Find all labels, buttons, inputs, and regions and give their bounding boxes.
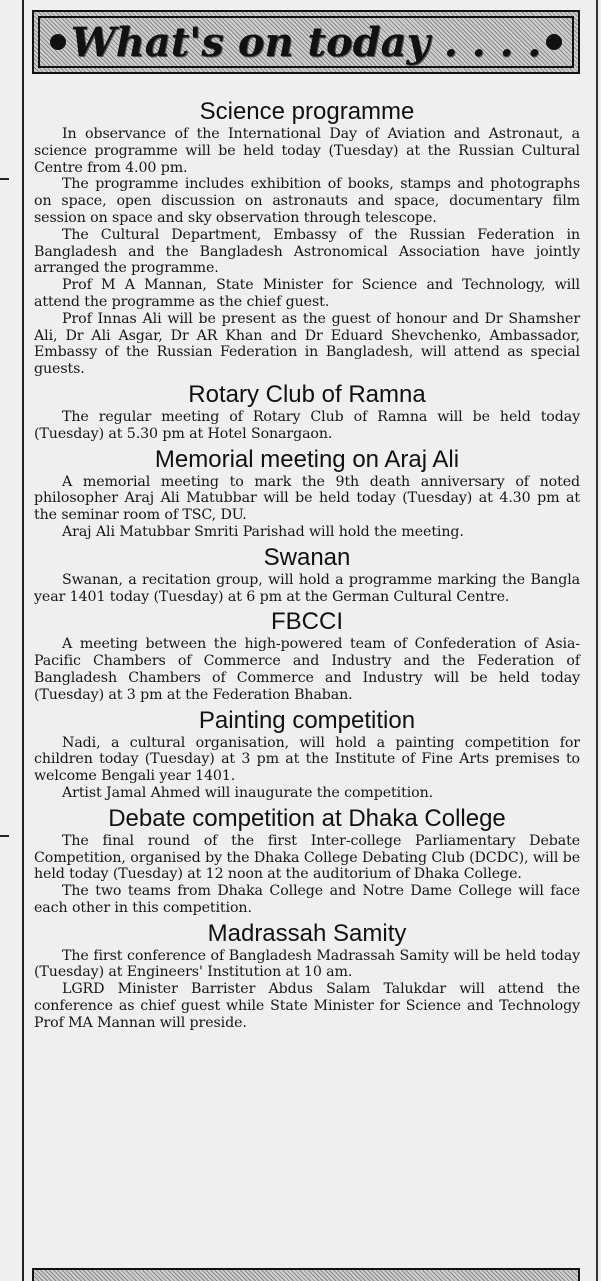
- bullet-dot-icon: [50, 34, 66, 50]
- listing-paragraph: In observance of the International Day of Aviation and Astronaut, a science programme will be held today (Tuesday) at the Russian Cultural Centre from 4.00 pm.: [34, 126, 580, 176]
- listings: [34, 98, 580, 1035]
- listing-heading: Science programme: [199, 98, 415, 125]
- listing-item: [34, 544, 580, 606]
- footer-banner-strip: [32, 1268, 580, 1281]
- listing-paragraph: Prof M A Mannan, State Minister for Science and Technology, will attend the programme as the chief guest.: [34, 277, 580, 310]
- page-title: What's on today . . . .: [70, 18, 542, 66]
- listing-heading: Debate competition at Dhaka College: [108, 804, 506, 832]
- header-banner-inner: [38, 16, 574, 68]
- margin-tick: [0, 178, 9, 180]
- listing-paragraph: Artist Jamal Ahmed will inaugurate the competition.: [62, 784, 434, 801]
- listing-heading: Rotary Club of Ramna: [188, 380, 426, 408]
- listing-paragraph: The two teams from Dhaka College and Notre Dame College will face each other in this competition.: [34, 883, 580, 916]
- listing-item: [34, 98, 580, 378]
- listing-paragraph: Swanan, a recitation group, will hold a programme marking the Bangla year 1401 today (Tuesday) at 6 pm at the German Cultural Centre.: [34, 571, 580, 605]
- listing-paragraph: Nadi, a cultural organisation, will hold a painting competition for children today (Tuesday) at 3 pm at the Institute of Fine Arts premises to welcome Bengali year 1401.: [34, 734, 580, 785]
- header-banner: [32, 10, 580, 74]
- listing-item: [34, 707, 580, 802]
- listing-paragraph: The Cultural Department, Embassy of the Russian Federation in Bangladesh and the Bangladesh Astronomical Association have jointly arranged the programme.: [34, 226, 580, 277]
- listing-paragraph: Prof Innas Ali will be present as the guest of honour and Dr Shamsher Ali, Dr Ali Asgar, Dr AR Khan and Dr Eduard Shevchenko, Ambassador, Embassy of the Russian Federation in Bangladesh, will attend as special guests.: [34, 310, 580, 378]
- listing-heading: Madrassah Samity: [207, 919, 407, 947]
- listing-item: [34, 446, 580, 541]
- listing-paragraph: A meeting between the high-powered team of Confederation of Asia-Pacific Chambers of Commerce and Industry and the Federation of Bangladesh Chambers of Commerce and Industry will be held today (Tuesday) at 3 pm at the Federation Bhaban.: [34, 636, 580, 703]
- listing-heading: Memorial meeting on Araj Ali: [154, 445, 460, 473]
- column-rule-right: [596, 0, 598, 1281]
- listing-paragraph: A memorial meeting to mark the 9th death anniversary of noted philosopher Araj Ali Matubbar will be held today (Tuesday) at 4.30 pm at the seminar room of TSC, DU.: [34, 473, 580, 524]
- listing-heading: FBCCI: [271, 608, 343, 636]
- column-rule-left: [22, 0, 24, 1281]
- bullet-dot-icon: [546, 34, 562, 50]
- listing-heading: Swanan: [263, 543, 351, 571]
- listing-paragraph: The programme includes exhibition of books, stamps and photographs on space, open discussion on astronauts and space, documentary film session on space and sky observation through telescope.: [34, 176, 580, 226]
- listing-item: [34, 920, 580, 1032]
- margin-tick: [0, 835, 9, 837]
- listing-item: [34, 608, 580, 703]
- listing-paragraph: The first conference of Bangladesh Madrassah Samity will be held today (Tuesday) at Engineers' Institution at 10 am.: [34, 947, 580, 981]
- listing-paragraph: Araj Ali Matubbar Smriti Parishad will hold the meeting.: [62, 523, 464, 540]
- listing-heading: Painting competition: [198, 706, 416, 734]
- listing-paragraph: The final round of the first Inter-college Parliamentary Debate Competition, organised by the Dhaka College Debating Club (DCDC), will be held today (Tuesday) at 12 noon at the auditorium of Dhaka College.: [34, 832, 580, 883]
- listing-paragraph: The regular meeting of Rotary Club of Ramna will be held today (Tuesday) at 5.30 pm at Hotel Sonargaon.: [34, 408, 580, 442]
- listing-item: [34, 805, 580, 917]
- listing-item: [34, 381, 580, 443]
- listing-paragraph: LGRD Minister Barrister Abdus Salam Talukdar will attend the conference as chief guest while State Minister for Science and Technology Prof MA Mannan will preside.: [34, 981, 580, 1031]
